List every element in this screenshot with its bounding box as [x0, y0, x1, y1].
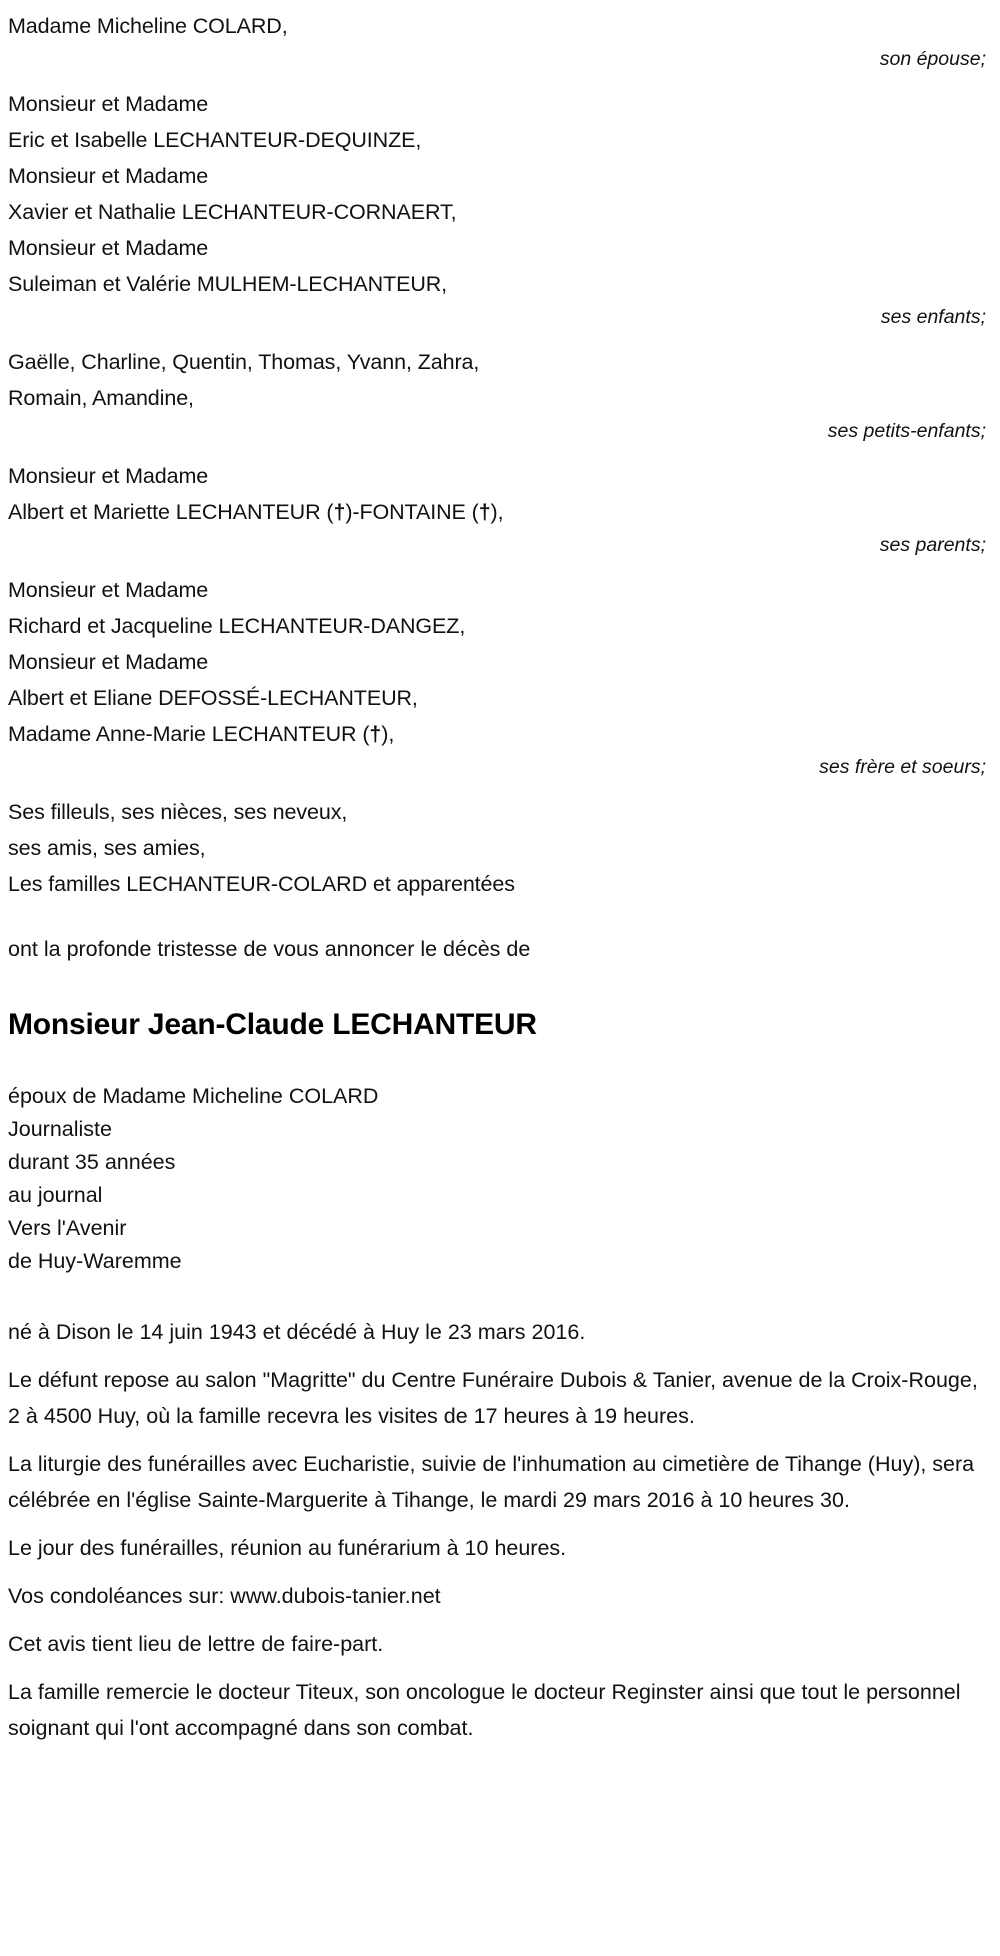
spacer: [8, 782, 992, 794]
spacer: [8, 560, 992, 572]
dagger-icon: †: [333, 500, 346, 524]
family-line: Richard et Jacqueline LECHANTEUR-DANGEZ,: [8, 614, 466, 638]
family-line: Monsieur et Madame: [8, 650, 209, 674]
family-line-with-dagger: [8, 716, 992, 752]
biography-block: [8, 1080, 992, 1278]
family-line: Ses filleuls, ses nièces, ses neveux,: [8, 800, 348, 824]
family-line: ses amis, ses amies,: [8, 836, 206, 860]
detail-paragraph-thanks: La famille remercie le docteur Titeux, son oncologue le docteur Reginster ainsi que tout le personnel soignant qui l'ont accompagné dans son combat.: [8, 1680, 961, 1740]
biography-line: Journaliste: [8, 1117, 112, 1141]
relation-label-parents: ses parents;: [879, 534, 986, 556]
family-line: Gaëlle, Charline, Quentin, Thomas, Yvann, Zahra,: [8, 350, 480, 374]
dagger-icon: †: [478, 500, 491, 524]
family-line: Romain, Amandine,: [8, 386, 194, 410]
biography-line: durant 35 années: [8, 1150, 176, 1174]
funeral-details-block: [8, 1314, 992, 1746]
family-line: Albert et Eliane DEFOSSÉ-LECHANTEUR,: [8, 686, 418, 710]
family-line: Xavier et Nathalie LECHANTEUR-CORNAERT,: [8, 200, 457, 224]
biography-line: Vers l'Avenir: [8, 1216, 127, 1240]
relation-label-siblings: ses frère et soeurs;: [819, 756, 986, 778]
relation-label-spouse: son épouse;: [879, 48, 986, 70]
family-line-text: Madame Anne-Marie LECHANTEUR (†),: [8, 722, 395, 746]
family-line: Monsieur et Madame: [8, 464, 209, 488]
family-line-with-dagger: [8, 494, 992, 530]
family-line: Les familles LECHANTEUR-COLARD et apparentées: [8, 872, 515, 896]
family-line: Monsieur et Madame: [8, 578, 209, 602]
family-group-children: [8, 86, 992, 332]
biography-line: époux de Madame Micheline COLARD: [8, 1084, 379, 1108]
family-survivors-block: [8, 8, 992, 902]
family-group-extended: [8, 794, 992, 902]
detail-paragraph-notice: Cet avis tient lieu de lettre de faire-part.: [8, 1632, 384, 1656]
spacer: [8, 332, 992, 344]
deceased-name-heading: Monsieur Jean-Claude LECHANTEUR: [8, 1008, 537, 1041]
family-group-siblings: [8, 572, 992, 782]
family-group-spouse: [8, 8, 992, 74]
relation-label-grandchildren: ses petits-enfants;: [827, 420, 986, 442]
family-line: Suleiman et Valérie MULHEM-LECHANTEUR,: [8, 272, 448, 296]
detail-paragraph-liturgy: La liturgie des funérailles avec Eucharistie, suivie de l'inhumation au cimetière de Tihange (Huy), sera célébrée en l'église Sainte-Marguerite à Tihange, le mardi 29 mars 2016 à 10 heures 30.: [8, 1452, 975, 1512]
biography-line: au journal: [8, 1183, 103, 1207]
detail-paragraph-birth-death: né à Dison le 14 juin 1943 et décédé à Huy le 23 mars 2016.: [8, 1320, 586, 1344]
spacer: [8, 446, 992, 458]
family-line-text: Albert et Mariette LECHANTEUR (†)-FONTAINE (†),: [8, 500, 504, 524]
dagger-icon: †: [369, 722, 382, 746]
family-line: Monsieur et Madame: [8, 164, 209, 188]
family-line: Madame Micheline COLARD,: [8, 14, 288, 38]
family-group-parents: [8, 458, 992, 560]
family-line: Monsieur et Madame: [8, 92, 209, 116]
detail-paragraph-repose: Le défunt repose au salon "Magritte" du Centre Funéraire Dubois & Tanier, avenue de la Croix-Rouge, 2 à 4500 Huy, où la famille recevra les visites de 17 heures à 19 heures.: [8, 1368, 978, 1428]
detail-paragraph-condolences: Vos condoléances sur: www.dubois-tanier.net: [8, 1584, 441, 1608]
biography-line: de Huy-Waremme: [8, 1249, 182, 1273]
detail-paragraph-reunion: Le jour des funérailles, réunion au funérarium à 10 heures.: [8, 1536, 567, 1560]
family-line: Eric et Isabelle LECHANTEUR-DEQUINZE,: [8, 128, 422, 152]
family-group-grandchildren: [8, 344, 992, 446]
spacer: [8, 74, 992, 86]
announcement-text: ont la profonde tristesse de vous annoncer le décès de: [8, 937, 531, 961]
relation-label-children: ses enfants;: [880, 306, 986, 328]
family-line: Monsieur et Madame: [8, 236, 209, 260]
